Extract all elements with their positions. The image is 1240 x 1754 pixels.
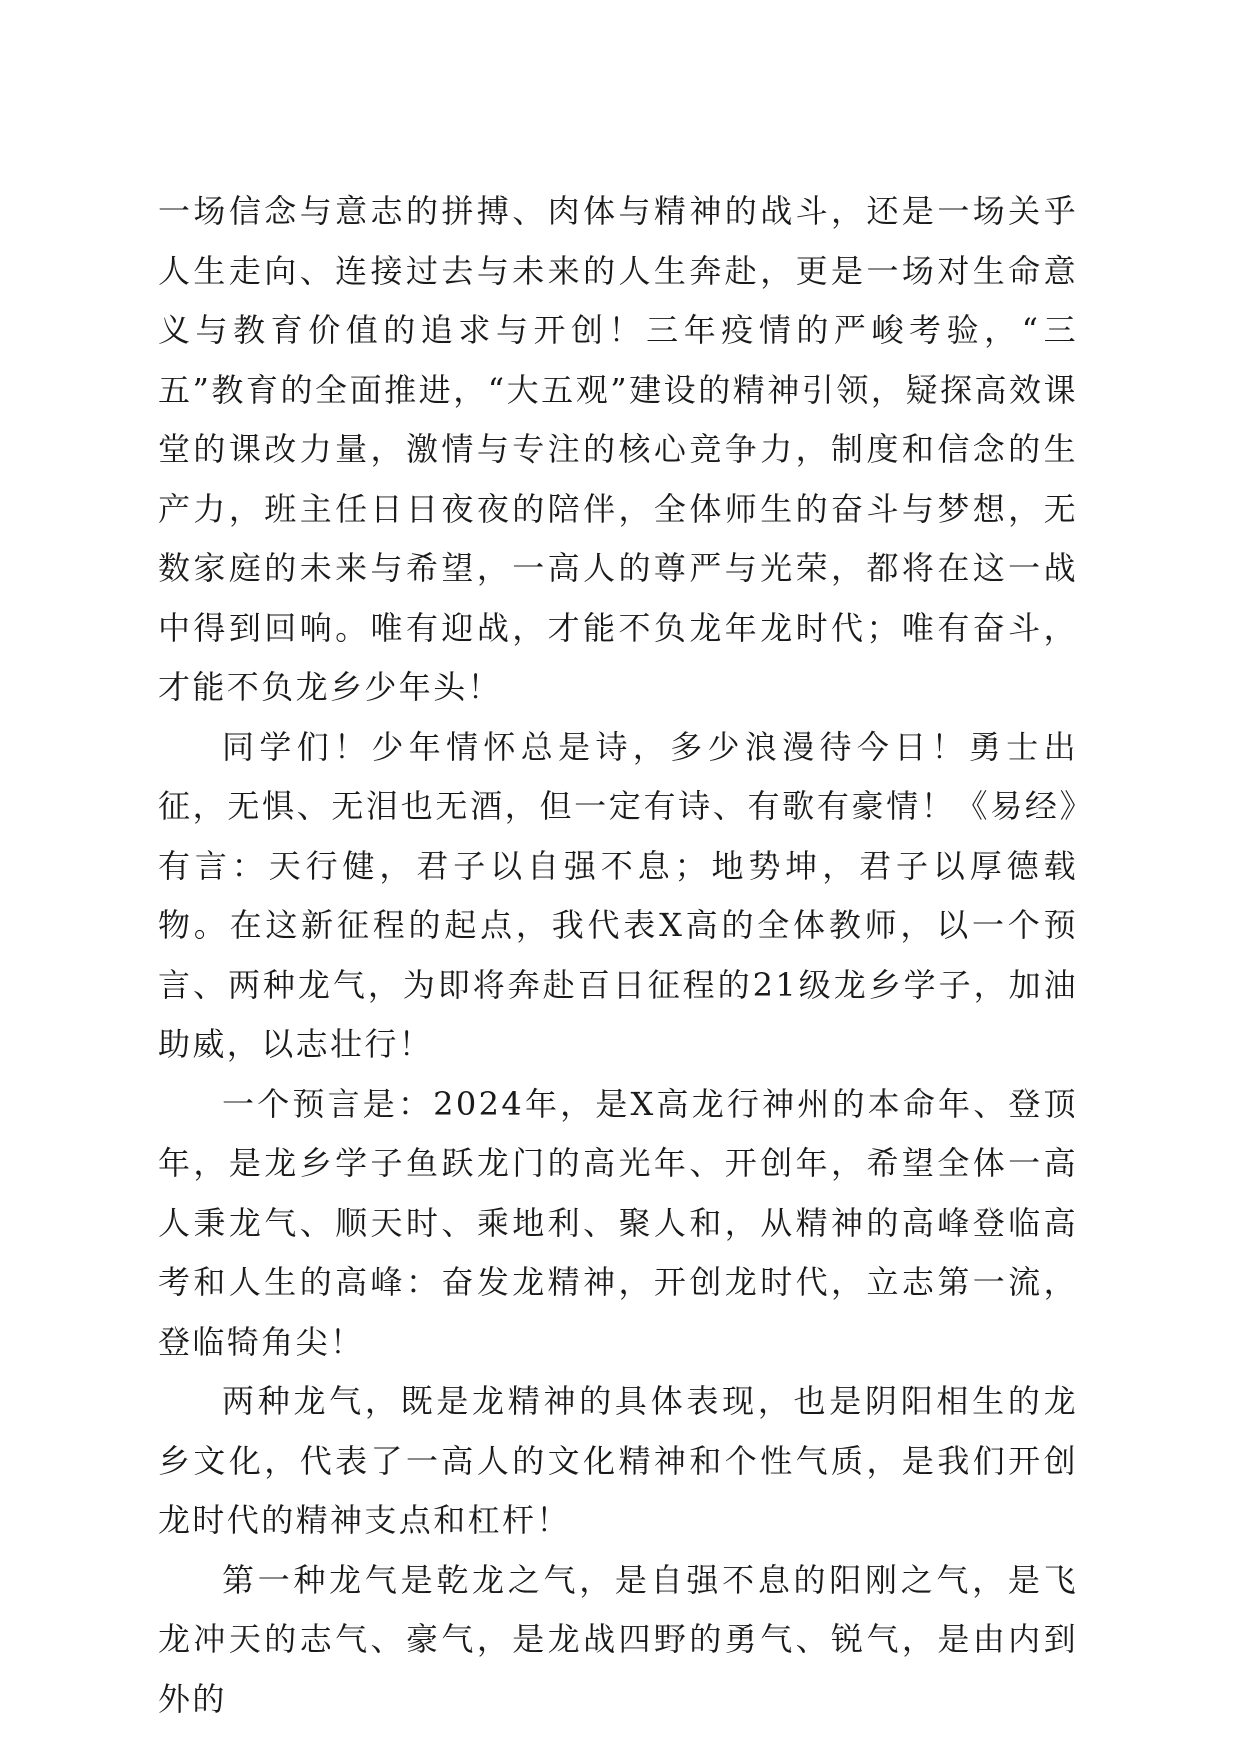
paragraph-4: 两种龙气，既是龙精神的具体表现，也是阴阳相生的龙乡文化，代表了一高人的文化精神和个性气质，是我们开创龙时代的精神支点和杠杆！ [158,1382,1078,1539]
paragraph-5: 第一种龙气是乾龙之气，是自强不息的阳刚之气，是飞龙冲天的志气、豪气，是龙战四野的勇气、锐气，是由内到外的 [158,1560,1078,1718]
paragraph-1: 一场信念与意志的拼搏、肉体与精神的战斗，还是一场关乎人生走向、连接过去与未来的人生奔赴，更是一场对生命意义与教育价值的追求与开创！三年疫情的严峻考验，“三五”教育的全面推进，“大五观”建设的精神引领，疑探高效课堂的课改力量，激情与专注的核心竞争力，制度和信念的生产力，班主任日日夜夜的陪伴，全体师生的奋斗与梦想，无数家庭的未来与希望，一高人的尊严与光荣，都将在这一战中得到回响。唯有迎战，才能不负龙年龙时代；唯有奋斗，才能不负龙乡少年头！ [158,192,1078,706]
paragraph-2: 同学们！少年情怀总是诗，多少浪漫待今日！勇士出征，无惧、无泪也无酒，但一定有诗、有歌有豪情！《易经》有言：天行健，君子以自强不息；地势坤，君子以厚德载物。在这新征程的起点，我代表X高的全体教师，以一个预言、两种龙气，为即将奔赴百日征程的21级龙乡学子，加油助威，以志壮行！ [158,727,1078,1063]
paragraph-3: 一个预言是：2024年，是X高龙行神州的本命年、登顶年，是龙乡学子鱼跃龙门的高光年、开创年，希望全体一高人秉龙气、顺天时、乘地利、聚人和，从精神的高峰登临高考和人生的高峰：奋发龙精神，开创龙时代，立志第一流，登临犄角尖！ [158,1084,1078,1361]
body-text [158,182,1078,1729]
